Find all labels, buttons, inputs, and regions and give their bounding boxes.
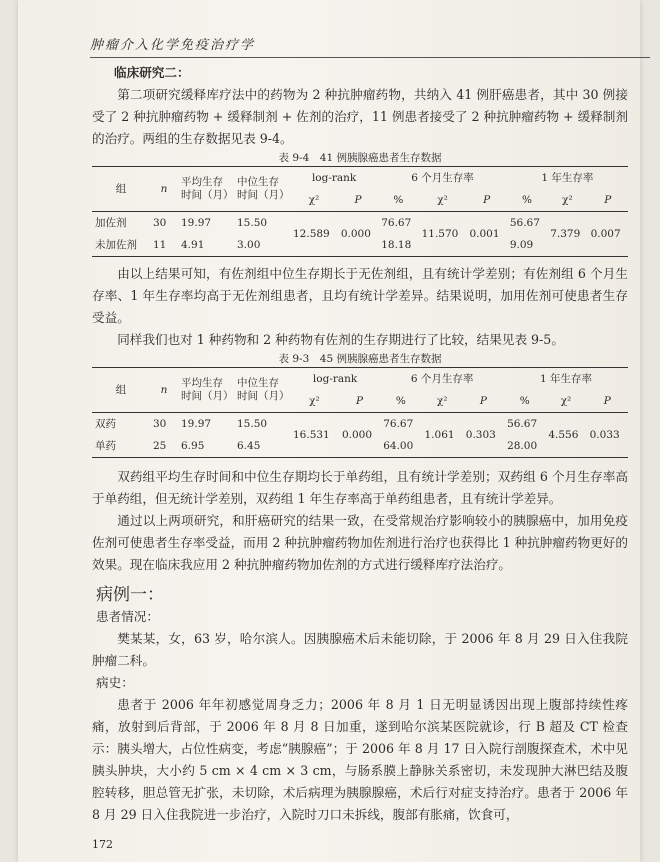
running-head: 肿瘤介入化学免疫治疗学 [90,34,650,58]
paragraph: 通过以上两项研究，和肝癌研究的结果一致，在受常规治疗影响较小的胰腺癌中，加用免疫佐剂可使患者生存率受益，而用 2 种抗肿瘤药物加佐剂进行治疗也获得比 1 种抗肿瘤药物更好的效果。现在临床我应用 2 种抗肿瘤药物加佐剂的方式进行缓释库疗法治疗。 [92,513,628,572]
header-pct: % [395,395,406,407]
header-p: P [603,395,611,407]
header-mean: 平均生存时间（月） [181,176,234,201]
header-6m: 6 个月生存率 [410,373,474,385]
table-row [92,413,628,436]
cell-6m-p: 0.303 [465,429,496,441]
header-chi: χ² [562,194,573,206]
header-chi: χ² [437,194,448,206]
cell-1y-p: 0.007 [590,228,621,240]
header-6m: 6 个月生存率 [411,172,474,184]
cell-logrank-p: 0.000 [341,429,372,441]
paragraph: 同样我们也对 1 种药物和 2 种药物有佐剂的生存期进行了比较，结果见表 9-5。 [117,332,564,347]
header-chi: χ² [309,395,320,407]
cell-logrank-chi: 12.589 [293,228,330,240]
paragraph: 由以上结果可知，有佐剂组中位生存期长于无佐剂组，且有统计学差别；有佐剂组 6 个月生存率、1 年生存率均高于无佐剂组患者，且均有统计学差异。结果说明，加用佐剂可使患者生存受益。 [92,266,628,325]
survival-table-1 [92,166,628,257]
cell-median: 15.50 [237,217,268,229]
case-title: 病例一： [96,585,164,605]
header-p: P [479,395,487,407]
cell-6m-pct: 76.67 [383,418,414,430]
cell-median: 6.45 [237,440,261,452]
history-label: 病史： [96,675,134,690]
header-median: 中位生存时间（月） [237,176,290,201]
header-chi: χ² [436,395,448,407]
header-n: n [160,183,168,195]
cell-mean: 4.91 [181,239,205,251]
patient-text: 樊某某，女，63 岁，哈尔滨人。因胰腺癌术后未能切除，于 2006 年 8 月 29 日入住我院肿瘤二科。 [92,631,628,668]
header-pct: % [519,395,530,407]
cell-group: 未加佐剂 [95,239,137,251]
header-median: 中位生存时间（月） [237,377,290,402]
cell-mean: 19.97 [181,217,212,229]
paragraph: 双药组平均生存时间和中位生存期均长于单药组，且有统计学差别；双药组 6 个月生存率高于单药组，但无统计学差别，双药组 1 年生存率高于单药组患者，且有统计学差异。 [92,469,628,506]
table-caption: 表 9-3 45 例胰腺癌患者生存数据 [278,353,442,365]
cell-1y-pct: 9.09 [509,239,534,251]
cell-6m-chi: 11.570 [421,228,459,240]
history-text: 患者于 2006 年年初感觉周身乏力；2006 年 8 月 1 日无明显诱因出现上腹部持续性疼痛，放射到后背部，于 2006 年 8 月 8 日加重，遂到哈尔滨某医院就诊，行 B 超及 CT 检查示：胰头增大，占位性病变，考虑“胰腺癌”；于 2006 年 8 月 17 日入院行剖腹探查术，术中见胰头肿块，大小约 5 cm × 4 cm × 3 cm，与肠系膜上静脉关系密切，未发现肿大淋巴结及腹腔转移，胆总管无扩张，未切除，术后病理为胰腺腺癌，术后行对症支持治疗。患者于 2006 年 8 月 29 日入住我院进一步治疗，入院时刀口未拆线，腹部有胀痛，饮食可， [92,697,628,822]
cell-logrank-chi: 16.531 [293,429,330,441]
header-logrank: log-rank [311,172,357,184]
cell-1y-pct: 56.67 [507,418,538,430]
cell-6m-pct: 18.18 [381,239,412,251]
cell-mean: 19.97 [181,418,212,430]
survival-table-2 [92,367,628,458]
cell-group: 加佐剂 [95,217,127,229]
header-1y: 1 年生存率 [540,373,593,385]
cell-group: 单药 [95,440,116,452]
cell-median: 3.00 [237,239,261,251]
header-pct: % [522,194,533,206]
cell-n: 25 [153,440,167,452]
table-caption: 表 9-4 41 例胰腺癌患者生存数据 [278,152,442,164]
section-title: 临床研究二： [114,65,190,80]
cell-median: 15.50 [237,418,268,430]
header-group: 组 [115,183,127,195]
header-p: P [483,194,491,206]
header-pct: % [393,194,404,206]
cell-logrank-p: 0.000 [340,228,371,240]
header-mean: 平均生存时间（月） [181,377,234,402]
header-logrank: log-rank [312,373,358,385]
cell-6m-chi: 1.061 [424,429,455,441]
header-group: 组 [115,384,127,396]
cell-1y-pct: 28.00 [507,440,538,452]
cell-6m-pct: 76.67 [381,217,412,229]
page-content [92,62,628,826]
header-chi: χ² [560,395,572,407]
paragraph: 第二项研究缓释库疗法中的药物为 2 种抗肿瘤药物，共纳入 41 例肝癌患者，其中 30 例接受了 2 种抗肿瘤药物 + 缓释制剂 + 佐剂的治疗，11 例患者接受了 2 种抗肿瘤药物 + 缓释制剂的治疗。两组的生存数据见表 9-4。 [92,87,628,146]
patient-label: 患者情况： [96,609,159,624]
cell-n: 30 [153,418,167,430]
header-n: n [160,384,168,396]
header-1y: 1 年生存率 [541,172,594,184]
cell-group: 双药 [95,418,116,430]
cell-1y-chi: 7.379 [550,228,581,240]
header-p: P [354,194,362,206]
page-number: 172 [92,838,113,851]
cell-n: 30 [153,217,167,229]
cell-1y-pct: 56.67 [509,217,540,229]
header-chi: χ² [308,194,320,206]
cell-1y-p: 0.033 [589,429,620,441]
cell-6m-pct: 64.00 [383,440,414,452]
table-row [92,212,628,235]
cell-mean: 6.95 [181,440,205,452]
cell-6m-p: 0.001 [469,228,500,240]
header-p: P [604,194,612,206]
book-page [18,0,640,862]
cell-1y-chi: 4.556 [548,429,579,441]
header-p: P [356,395,364,407]
cell-n: 11 [153,239,167,251]
